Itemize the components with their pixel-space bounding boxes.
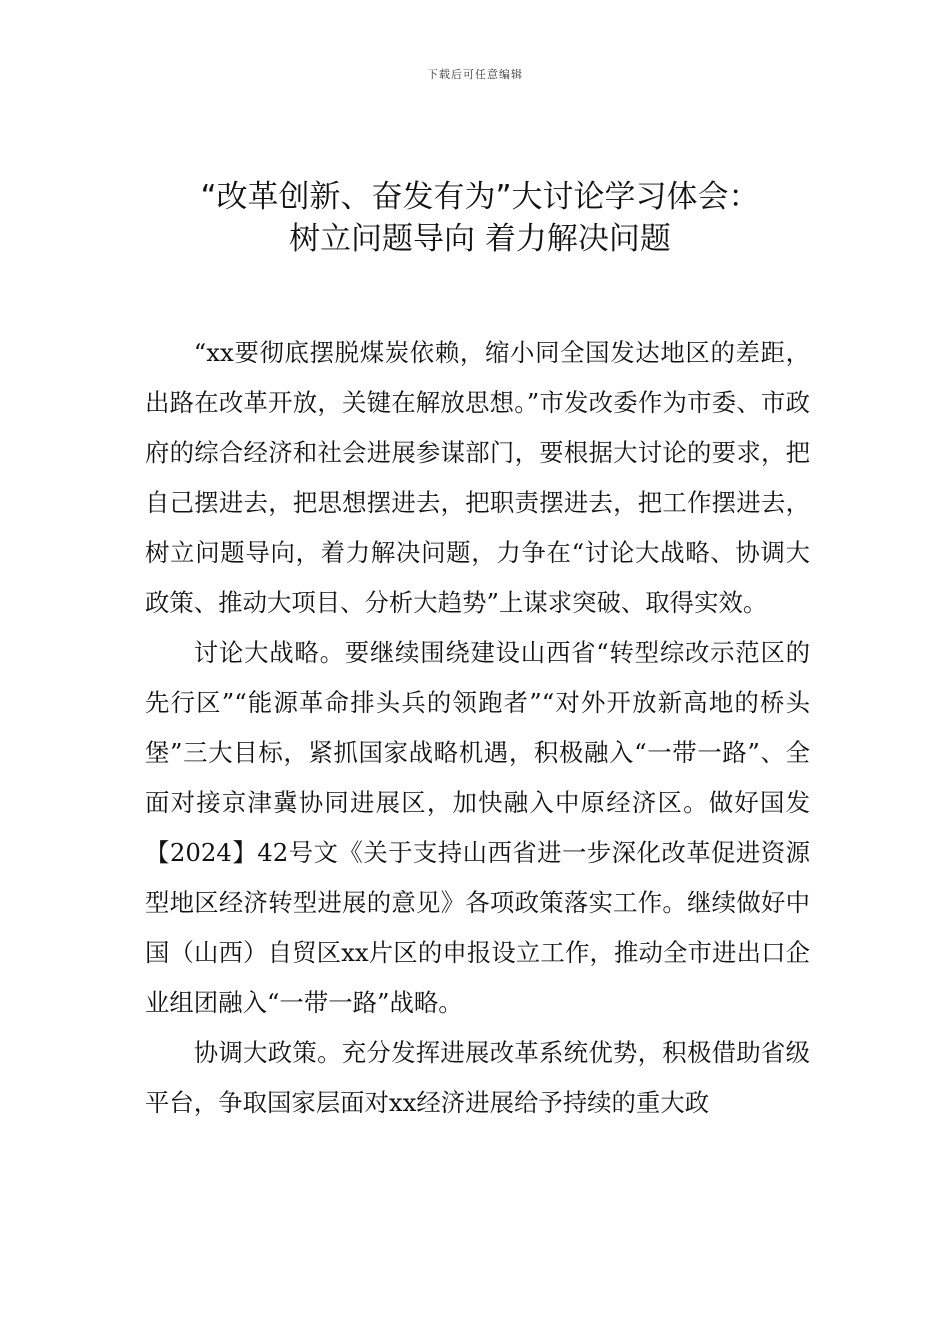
title-line-2: 树立问题导向 着力解决问题	[289, 221, 671, 257]
header-note: 下载后可任意编辑	[427, 68, 523, 81]
paragraph-policy: 协调大政策。充分发挥进展改革系统优势，积极借助省级平台，争取国家层面对xx经济进展给予持续的重大政	[145, 1038, 810, 1117]
paragraph-intro: “xx要彻底摆脱煤炭依赖，缩小同全国发达地区的差距，出路在改革开放，关键在解放思想。”市发改委作为市委、市政府的综合经济和社会进展参谋部门，要根据大讨论的要求，把自己摆进去，把思想摆进去，把职责摆进去，把工作摆进去，树立问题导向，着力解决问题，力争在“讨论大战略、协调大政策、推动大项目、分析大趋势”上谋求突破、取得实效。	[145, 338, 810, 617]
title-line-1: “改革创新、奋发有为”大讨论学习体会：	[200, 179, 760, 215]
document-title	[100, 176, 860, 260]
paragraph-strategy: 讨论大战略。要继续围绕建设山西省“转型综改示范区的先行区”“能源革命排头兵的领跑者”“对外开放新高地的桥头堡”三大目标，紧抓国家战略机遇，积极融入“一带一路”、全面对接京津冀协同进展区，加快融入中原经济区。做好国发【2024】42号文《关于支持山西省进一步深化改革促进资源型地区经济转型进展的意见》各项政策落实工作。继续做好中国（山西）自贸区xx片区的申报设立工作，推动全市进出口企业组团融入“一带一路”战略。	[145, 638, 810, 1017]
document-body	[145, 328, 810, 1128]
